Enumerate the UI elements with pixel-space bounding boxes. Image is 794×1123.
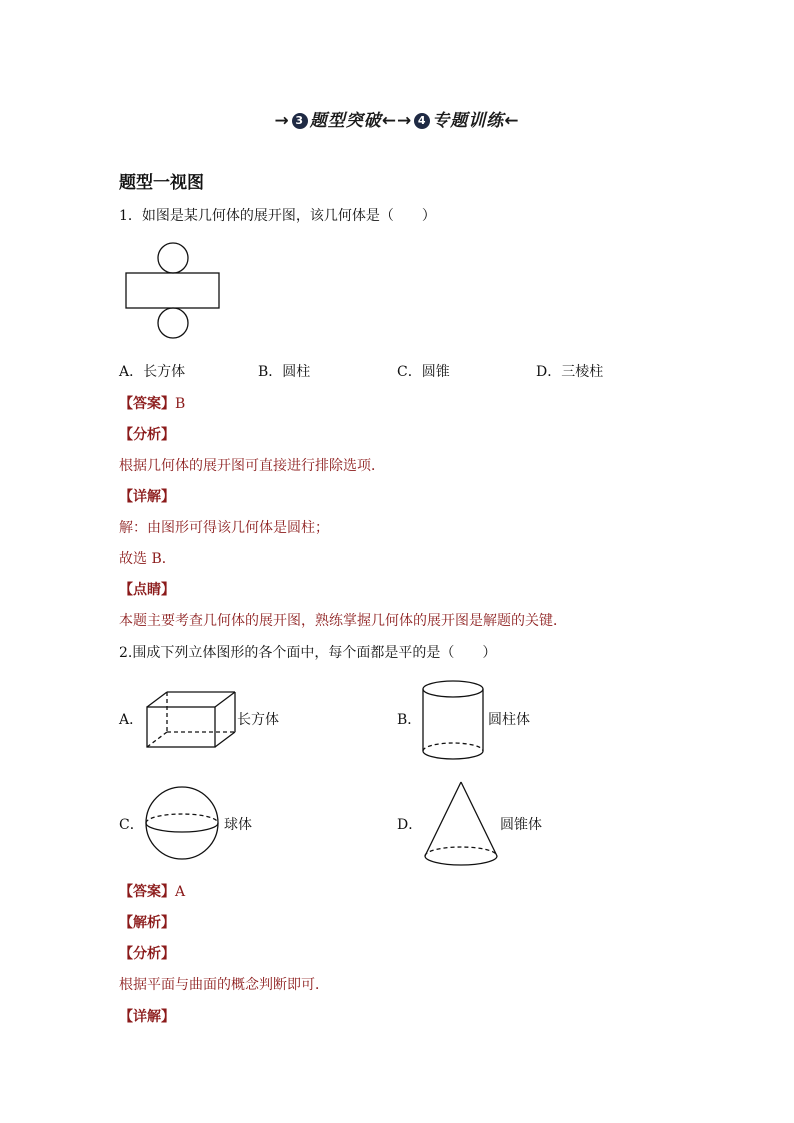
q2-option-c-letter: C．	[119, 817, 144, 833]
q2-analysis-label: 【分析】	[119, 946, 175, 962]
question-2-stem: 2.围成下列立体图形的各个面中，每个面都是平的是（ ）	[119, 645, 497, 661]
header-title-breakthrough: 题型突破	[309, 111, 382, 131]
sphere-icon	[145, 786, 221, 862]
arrow-right-icon: →	[274, 111, 290, 131]
q1-option-c: C．圆锥	[397, 364, 450, 380]
q1-option-d: D．三棱柱	[536, 364, 604, 380]
q1-comment-text: 本题主要考查几何体的展开图，熟练掌握几何体的展开图是解题的关键．	[119, 613, 567, 629]
q1-comment-label: 【点睛】	[119, 582, 175, 598]
q1-option-b: B．圆柱	[258, 364, 311, 380]
q2-option-c-name: 球体	[224, 817, 252, 833]
question-1-stem: 1．如图是某几何体的展开图，该几何体是（ ）	[119, 208, 436, 224]
section-title: 题型一视图	[119, 173, 204, 193]
q1-analysis-label: 【分析】	[119, 427, 175, 443]
net-diagram-icon	[120, 238, 230, 342]
q2-explain-label: 【解析】	[119, 915, 175, 931]
page-header-banner	[0, 106, 794, 131]
q2-detail-label: 【详解】	[119, 1009, 175, 1025]
q1-option-a: A．长方体	[119, 364, 186, 380]
q2-option-d-letter: D．	[397, 817, 423, 833]
q2-answer-value: A	[175, 884, 186, 900]
q2-answer-label: 【答案】	[119, 884, 175, 900]
q2-answer	[119, 882, 185, 902]
arrow-left-icon: ←	[504, 111, 520, 131]
q1-detail-line1: 解：由图形可得该几何体是圆柱；	[119, 520, 329, 536]
q1-analysis-text: 根据几何体的展开图可直接进行排除选项．	[119, 458, 385, 474]
double-arrow-icon: ←→	[381, 111, 413, 131]
q2-option-b-name: 圆柱体	[488, 712, 530, 728]
badge-three: 3	[292, 113, 308, 129]
cone-icon	[423, 780, 499, 870]
badge-four: 4	[414, 113, 430, 129]
q1-answer	[119, 394, 185, 414]
header-title-training: 专题训练	[432, 111, 505, 131]
q1-answer-label: 【答案】	[119, 396, 175, 412]
q1-detail-label: 【详解】	[119, 489, 175, 505]
q2-analysis-text: 根据平面与曲面的概念判断即可．	[119, 977, 329, 993]
q1-answer-value: B	[175, 396, 186, 412]
q1-detail-line2: 故选 B．	[119, 551, 176, 567]
q2-option-b-letter: B．	[397, 712, 422, 728]
cylinder-icon	[420, 679, 486, 763]
q2-option-d-name: 圆锥体	[500, 817, 542, 833]
cuboid-icon	[145, 690, 237, 750]
q2-option-a-name: 长方体	[237, 712, 279, 728]
q2-option-a-letter: A．	[119, 712, 144, 728]
